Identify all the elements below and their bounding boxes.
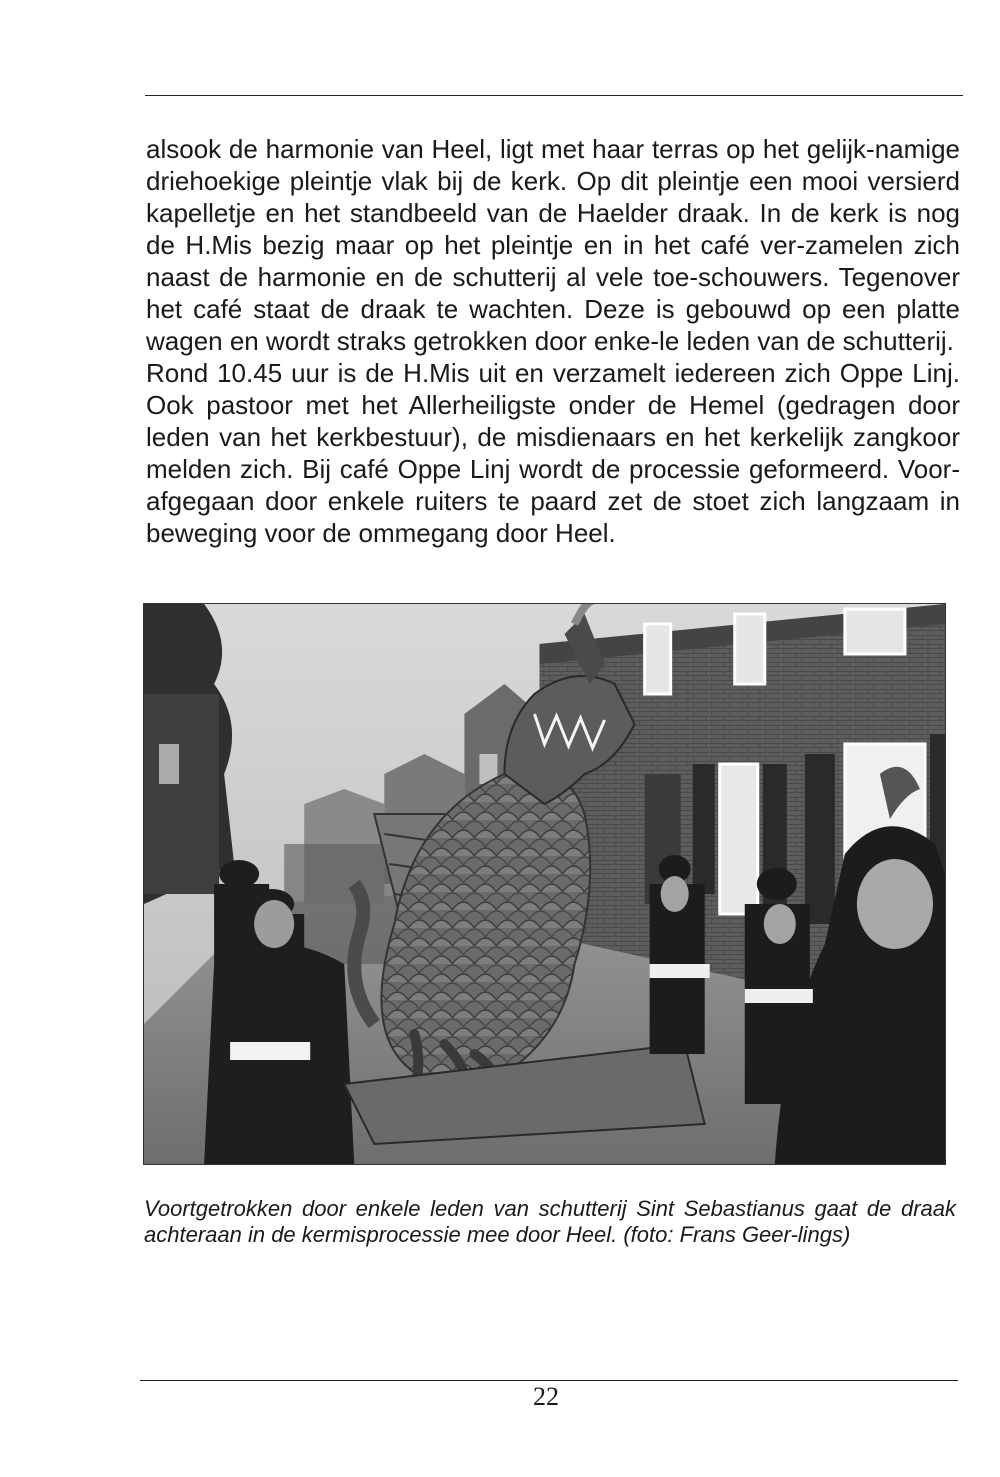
paragraph-1: alsook de harmonie van Heel, ligt met haar terras op het gelijk-namige driehoekige pleintje vlak bij de kerk. Op dit pleintje een mooi versierd kapelletje en het standbeeld van de Haelder draak. In de kerk is nog de H.Mis bezig maar op het pleintje en in het café ver-zamelen zich naast de harmonie en de schutterij al vele toe-schouwers. Tegenover het café staat de draak te wachten. Deze is gebouwd op een platte wagen en wordt straks getrokken door enke-le leden van de schutterij. bbox=[146, 134, 960, 356]
paragraph-2: Rond 10.45 uur is de H.Mis uit en verzamelt iedereen zich Oppe Linj. Ook pastoor met het Allerheiligste onder de Hemel (gedragen door leden van het kerkbestuur), de misdienaars en het kerkelijk zangkoor melden zich. Bij café Oppe Linj wordt de processie geformeerd. Voor-afgegaan door enkele ruiters te paard zet de stoet zich langzaam in beweging voor de ommegang door Heel. bbox=[146, 358, 960, 548]
photo-dragon-procession bbox=[143, 603, 946, 1165]
page-number-wrapper bbox=[0, 1382, 1000, 1412]
top-rule bbox=[145, 95, 963, 96]
bottom-rule bbox=[140, 1380, 958, 1381]
body-text bbox=[146, 133, 960, 549]
photo-caption: Voortgetrokken door enkele leden van schutterij Sint Sebastianus gaat de draak achteraan in de kermisprocessie mee door Heel. (foto: Frans Geer-lings) bbox=[144, 1196, 956, 1247]
page-number: 22 bbox=[533, 1382, 559, 1411]
